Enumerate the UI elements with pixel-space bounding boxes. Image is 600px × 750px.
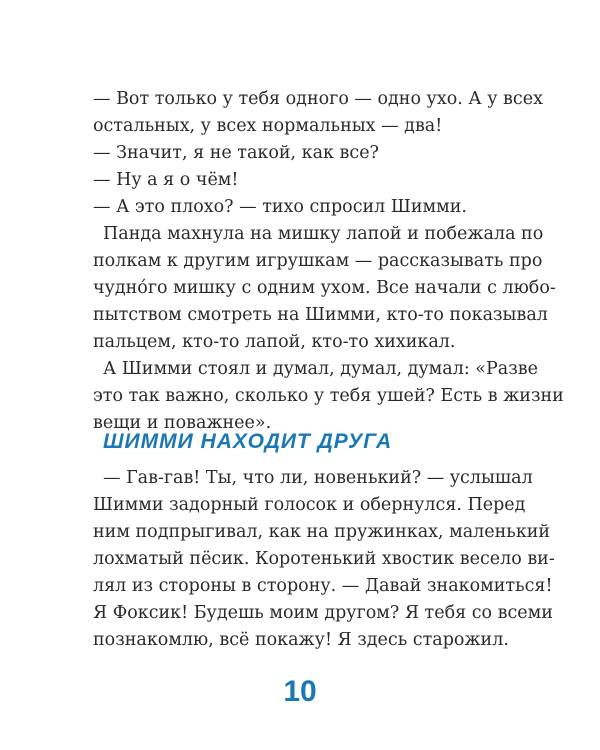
text-line: Шимми задорный голосок и обернулся. Перед bbox=[93, 495, 526, 515]
page-number: 10 bbox=[283, 675, 317, 708]
text-line: пальцем, кто-то лапой, кто-то хихикал. bbox=[93, 332, 456, 352]
text-line: чудно́го мишку с одним ухом. Все начали с любо- bbox=[93, 278, 556, 298]
text-line: познакомлю, всё покажу! Я здесь старожил. bbox=[93, 630, 509, 650]
text-line: лохматый пёсик. Коротенький хвостик весело ви- bbox=[93, 549, 555, 569]
text-line: пытством смотреть на Шимми, кто-то показывал bbox=[93, 305, 548, 325]
text-line: — А это плохо? — тихо спросил Шимми. bbox=[93, 197, 467, 217]
text-line: Панда махнула на мишку лапой и побежала по bbox=[103, 224, 544, 244]
text-line: — Вот только у тебя одного — одно ухо. А у всех bbox=[93, 89, 543, 109]
text-line: полкам к другим игрушкам — рассказывать про bbox=[93, 251, 543, 271]
text-line: остальных, у всех нормальных — два! bbox=[93, 116, 443, 136]
text-line: ним подпрыгивал, как на пружинках, маленький bbox=[93, 522, 551, 542]
text-line: — Гав-гав! Ты, что ли, новенький? — услышал bbox=[103, 468, 533, 488]
text-line: — Значит, я не такой, как все? bbox=[93, 143, 379, 163]
text-line: вещи и поважнее». bbox=[93, 413, 272, 433]
text-line: Я Фоксик! Будешь моим другом? Я тебя со всеми bbox=[93, 603, 553, 623]
text-line: это так важно, сколько у тебя ушей? Есть в жизни bbox=[93, 386, 564, 406]
chapter-heading: ШИММИ НАХОДИТ ДРУГА bbox=[103, 430, 393, 453]
text-line: А Шимми стоял и думал, думал, думал: «Разве bbox=[103, 359, 538, 379]
text-line: — Ну а я о чём! bbox=[93, 170, 239, 190]
text-line: лял из стороны в сторону. — Давай знакомиться! bbox=[93, 576, 553, 596]
